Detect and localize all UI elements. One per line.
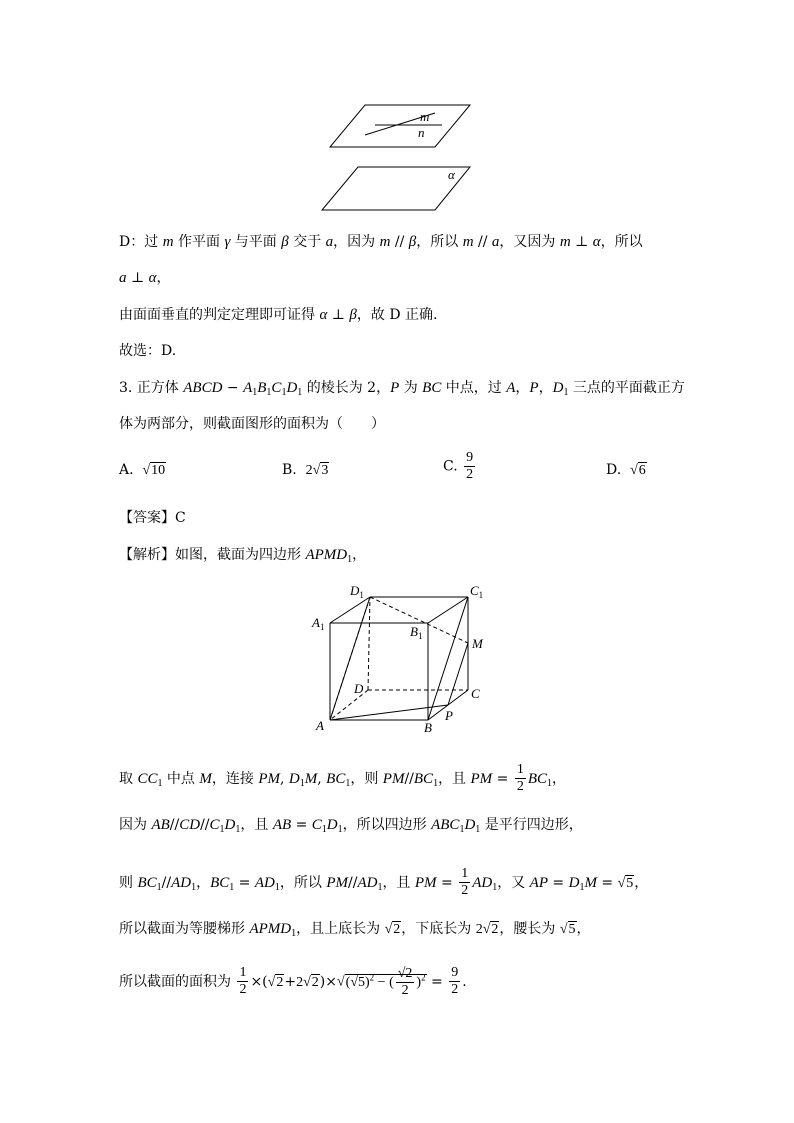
- analysis-step2: 因为 $AB//CD//C_1D_1$，且 AB = $C_1D_1$，所以四边形 $ABC_1D_1$ 是平行四边形，: [119, 817, 583, 835]
- answer-line: 【答案】C: [119, 510, 186, 526]
- cube-label-C1: $C_1$: [470, 583, 484, 600]
- question-line2: 体为两部分，则截面图形的面积为（ ）: [119, 416, 385, 432]
- option-d: D. √6: [606, 462, 646, 478]
- para-d-line3: 由面面垂直的判定定理即可证得 α ⊥ β，故 D 正确.: [119, 307, 438, 323]
- para-d-line2: a ⊥ α，: [119, 270, 171, 286]
- para-d-line4: 故选：D.: [119, 343, 177, 359]
- cube-label-B1: $B_1$: [410, 624, 423, 641]
- analysis-step3: 则 $BC_1//AD_1$，$BC_1 = AD_1$，所以 $PM//AD_1$，且 PM = $\frac{1}{2}$ $AD_1$，又 AP = $D_1M = √5$，: [119, 866, 649, 898]
- cube-label-C: C: [471, 686, 480, 701]
- label-n: n: [418, 125, 425, 140]
- para-d-line1: D：过 m 作平面 γ 与平面 β 交于 a，因为 m // β，所以 m // a，又因为 m ⊥ α，所以: [119, 234, 643, 250]
- cube-label-A1: $A_1$: [312, 615, 325, 632]
- label-alpha: α: [448, 167, 455, 182]
- cube-label-A: A: [316, 718, 324, 733]
- analysis-intro: 【解析】如图，截面为四边形 $APMD_1$，: [119, 547, 367, 565]
- option-b: B. 2√3: [282, 462, 329, 478]
- label-m: m: [420, 109, 430, 124]
- analysis-step1: 取 $CC_1$ 中点 M，连接 PM, $D_1M$, $BC_1$，则 $PM//BC_1$，且 PM = $\frac{1}{2}$ $BC_1$，: [119, 762, 566, 794]
- cube-label-P: P: [445, 708, 453, 723]
- cube-label-B: B: [424, 720, 432, 735]
- planes-figure: [310, 95, 490, 220]
- cube-label-D: D: [354, 681, 364, 696]
- cube-figure: [310, 580, 490, 740]
- analysis-step5: 所以截面的面积为 $\frac{1}{2}$ $\times(√2+2√2)\times√(√5)^2$ − ( $\frac{√2}{2}$ )$^2$ = $\frac{9}{2}$ .: [119, 965, 467, 998]
- option-a: A. √10: [119, 462, 166, 478]
- cube-label-M: M: [472, 636, 483, 651]
- question-line1: 3. 正方体 ABCD − $A_1B_1C_1D_1$ 的棱长为 2，P 为 BC 中点，过 A，P，$D_1$ 三点的平面截正方: [119, 380, 685, 398]
- cube-label-D1: $D_1$: [350, 583, 364, 600]
- plane-top: [330, 105, 470, 147]
- analysis-step4: 所以截面为等腰梯形 $APMD_1$，且上底长为 √2，下底长为 2√2，腰长为 √5，: [119, 921, 591, 939]
- option-c: C. $\frac{9}{2}$: [443, 450, 474, 482]
